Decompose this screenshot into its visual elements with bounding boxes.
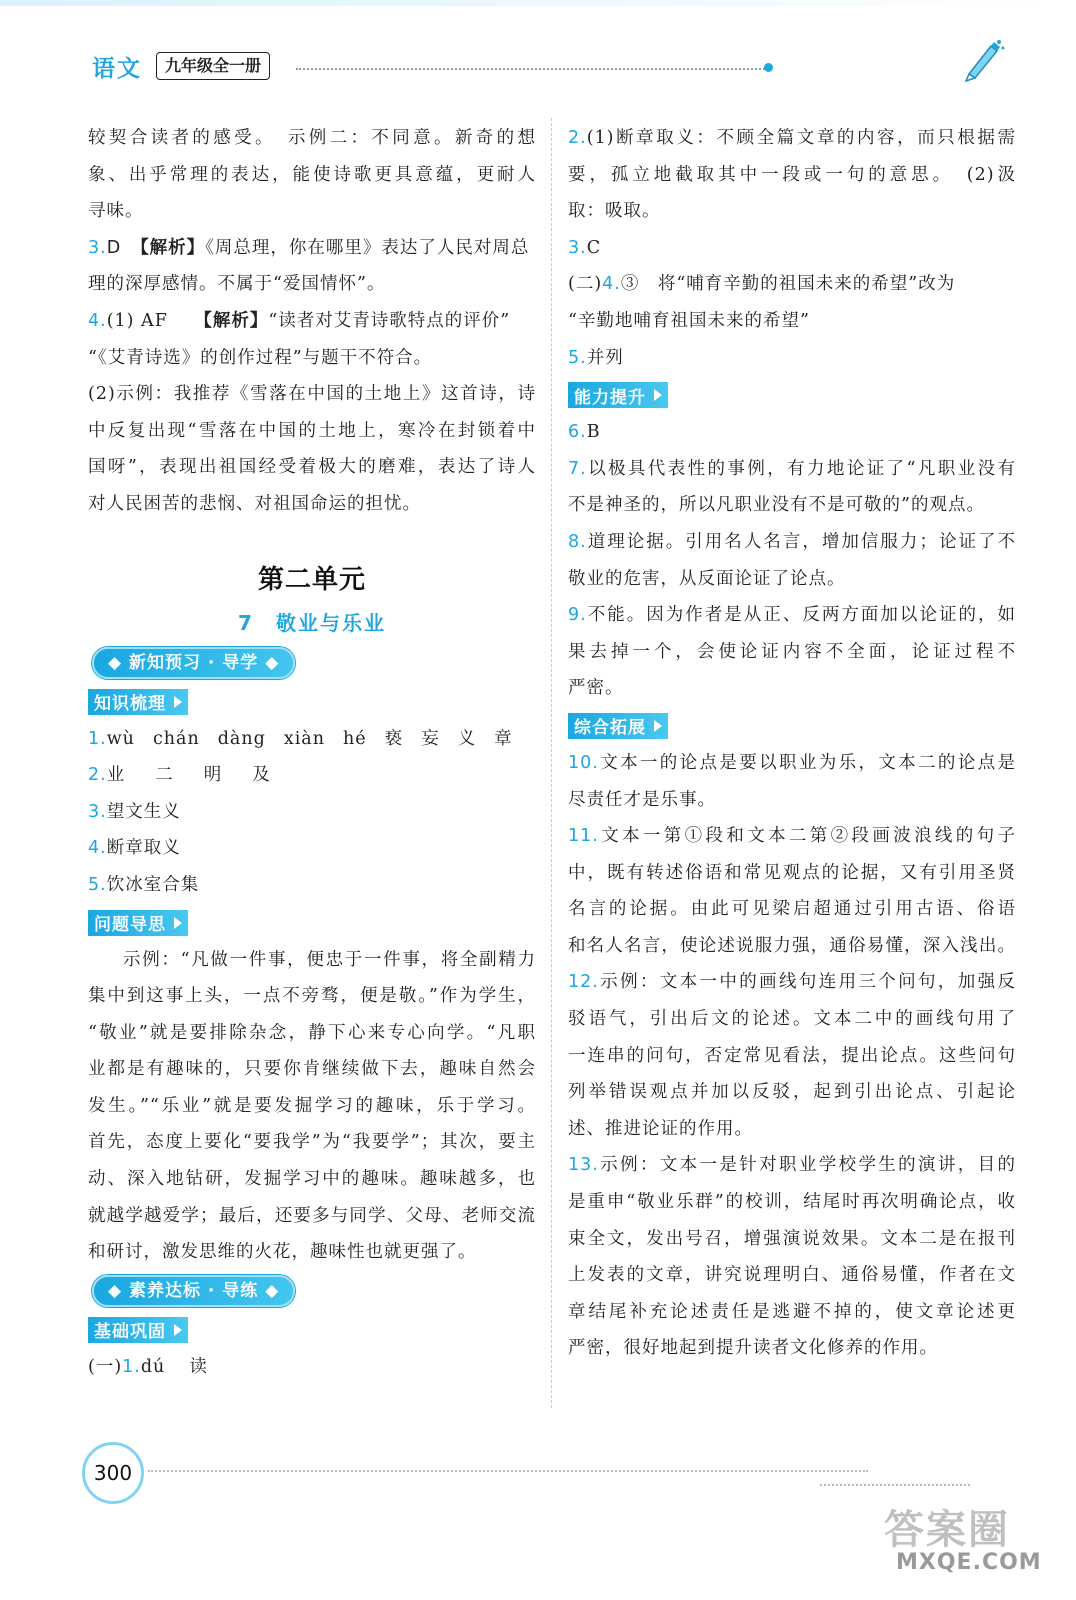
subsection-label bbox=[88, 910, 188, 936]
answer-4 bbox=[88, 303, 536, 340]
arrow-right-icon bbox=[174, 1324, 182, 1336]
answer-number: 11. bbox=[568, 826, 599, 847]
answer-r10 bbox=[568, 745, 1016, 782]
text-line: 和研讨，激发思维的火花，趣味性也就更强了。 bbox=[88, 1242, 477, 1263]
arrow-right-icon bbox=[654, 720, 662, 732]
pill-label: ◆ 新知预习 · 导学 ◆ bbox=[92, 647, 295, 679]
text-line: 对人民困苦的悲悯、对祖国命运的担忧。 bbox=[88, 493, 421, 514]
subsection-text: 基础巩固 bbox=[94, 1322, 166, 1343]
group-prefix: (一) bbox=[88, 1356, 123, 1377]
answer-number: 10. bbox=[568, 752, 599, 773]
text-line: 象、出乎常理的表达，能使诗歌更具意蕴，更耐人 bbox=[88, 164, 536, 185]
lesson-name: 敬业与乐业 bbox=[275, 610, 386, 635]
subsection-text: 能力提升 bbox=[574, 387, 646, 408]
pill-label: ◆ 素养达标 · 导练 ◆ bbox=[92, 1275, 295, 1307]
k1-item: 章 bbox=[494, 728, 513, 749]
text-line: 严密。 bbox=[568, 678, 624, 699]
answer-text: (1)断章取义：不顾全篇文章的内容，而只根据需 bbox=[586, 128, 1016, 148]
answer-number: 6. bbox=[568, 422, 587, 443]
text-line: 示例：“凡做一件事，便忠于一件事，将全副精力 bbox=[123, 949, 536, 970]
text-line: 发生。”“乐业”就是要发掘学习的趣味，乐于学习。 bbox=[88, 1095, 536, 1116]
column-divider bbox=[551, 118, 552, 1408]
k1-item: 义 bbox=[457, 728, 477, 749]
text-line: 是重申“敬业乐群”的校训，结尾时再次明确论点，收 bbox=[568, 1192, 1016, 1213]
grade-label: 九年级全一册 bbox=[156, 52, 270, 80]
answer-number: 3. bbox=[88, 237, 107, 258]
subsection-header bbox=[568, 376, 1016, 414]
answer-number: 9. bbox=[568, 605, 587, 626]
answer-text: 不能。因为作者是从正、反两方面加以论证的，如 bbox=[586, 605, 1016, 626]
header-dotted-rule bbox=[296, 68, 768, 70]
subsection-label bbox=[88, 689, 188, 715]
text-line: “辛勤地哺育祖国未来的希望” bbox=[568, 310, 810, 331]
answer-text: 饮冰室合集 bbox=[106, 874, 200, 895]
page-number-badge bbox=[70, 1438, 160, 1508]
text-line: 严密，很好地起到提升读者文化修养的作用。 bbox=[568, 1338, 938, 1359]
subsection-label bbox=[568, 713, 668, 739]
lesson-title bbox=[88, 603, 536, 643]
text-line: 敬业的危害，从反面论证了论点。 bbox=[568, 568, 846, 589]
text-line: 名言的论据。由此可见梁启超通过引用古语、俗语 bbox=[568, 899, 1016, 920]
answer-r11 bbox=[568, 818, 1016, 855]
answer-r2 bbox=[568, 120, 1016, 157]
lesson-number: 7 bbox=[238, 610, 254, 635]
answer-number: 3. bbox=[568, 237, 587, 258]
page-header bbox=[0, 0, 1076, 100]
text-line: “敬业”就是要排除杂念，静下心来专心向学。“凡职 bbox=[88, 1022, 536, 1043]
answer-r13 bbox=[568, 1147, 1016, 1184]
answer-text: 文本一第①段和文本二第②段画波浪线的句子 bbox=[598, 826, 1016, 847]
answer-text: C bbox=[586, 237, 602, 258]
answer-text: 以极具代表性的事例，有力地论证了“凡职业没有 bbox=[586, 458, 1016, 479]
answer-number: 1. bbox=[88, 728, 107, 749]
subsection-text: 知识梳理 bbox=[94, 694, 166, 715]
footer-dotted-rule bbox=[148, 1470, 868, 1472]
answer-number: 2. bbox=[568, 128, 587, 148]
text-line: 驳语气，引出后文的论述。文本二中的画线句用了 bbox=[568, 1009, 1016, 1030]
left-column bbox=[88, 120, 536, 1385]
footer-dotted-rule bbox=[820, 1484, 970, 1486]
k1-item: 亵 bbox=[384, 728, 404, 749]
text-line: 上发表的文章，讲究说理明白、通俗易懂，作者在文 bbox=[568, 1265, 1016, 1286]
watermark-logo: 答案圈 bbox=[884, 1507, 1010, 1553]
answer-number: 12. bbox=[568, 972, 599, 993]
text-line: 章结尾补充论述责任是逃避不掉的，使文章论述更 bbox=[568, 1301, 1016, 1322]
k1-item: hé bbox=[343, 728, 367, 749]
arrow-right-icon bbox=[654, 389, 662, 401]
subsection-header bbox=[88, 1311, 536, 1349]
text-line: 集中到这事上头，一点不旁骛，便是敬。”作为学生， bbox=[88, 986, 536, 1007]
text-line: 和名人名言，使论述说服力强，通俗易懂，深入浅出。 bbox=[568, 935, 1016, 956]
answer-3 bbox=[88, 230, 536, 267]
text-line: 不是神圣的，所以凡职业没有不是可敬的”的观点。 bbox=[568, 495, 985, 516]
k2-item: 明 bbox=[203, 765, 223, 786]
answer-number: 7. bbox=[568, 458, 587, 479]
answer-k3 bbox=[88, 794, 536, 831]
text-line: 束全文，发出号召，增强演说效果。文本二是在报刊 bbox=[568, 1228, 1016, 1249]
answer-text: 《周总理，你在哪里》表达了人民对周总 bbox=[205, 237, 530, 258]
analysis-tag: 【解析】 bbox=[131, 237, 206, 258]
group-prefix: (二) bbox=[568, 274, 603, 295]
answer-choice: D bbox=[106, 237, 122, 258]
answer-r12 bbox=[568, 964, 1016, 1001]
answer-number: 1. bbox=[122, 1356, 141, 1377]
subsection-label bbox=[568, 382, 668, 408]
subsection-label bbox=[88, 1317, 188, 1343]
text-line: 一连串的问句，否定常见看法，提出论点。这些问句 bbox=[568, 1045, 1016, 1066]
text-line: 列举错误观点并加以反驳，起到引出论点、引起论 bbox=[568, 1082, 1016, 1103]
k1-item: chán bbox=[152, 728, 200, 749]
right-column bbox=[568, 120, 1016, 1367]
k2-item: 二 bbox=[155, 765, 174, 786]
unit-title: 第二单元 bbox=[257, 564, 366, 595]
answer-number: 5. bbox=[568, 347, 587, 368]
subsection-text: 综合拓展 bbox=[574, 718, 646, 739]
text-line: 理的深厚感情。不属于“爱国情怀”。 bbox=[88, 274, 386, 295]
text-line: 国呀”，表现出祖国经受着极大的磨难，表达了诗人 bbox=[88, 457, 536, 478]
subject-title: 语文 bbox=[92, 56, 142, 82]
text-line: 述、推进论证的作用。 bbox=[568, 1118, 753, 1139]
subsection-text: 问题导思 bbox=[94, 915, 166, 935]
text-line: 寻味。 bbox=[88, 201, 144, 222]
text-line: 业都是有趣味的，只要你肯继续做下去，趣味自然会 bbox=[88, 1059, 536, 1080]
answer-k1 bbox=[88, 721, 536, 758]
k1-item: 妄 bbox=[421, 728, 440, 749]
answer-k4 bbox=[88, 830, 536, 867]
answer-r8 bbox=[568, 524, 1016, 561]
answer-r7 bbox=[568, 451, 1016, 488]
subsection-header bbox=[568, 707, 1016, 745]
arrow-right-icon bbox=[174, 917, 182, 929]
text-line: 要，孤立地截取其中一段或一句的意思。 (2)汲 bbox=[568, 164, 1016, 185]
answer-r5 bbox=[568, 340, 1016, 377]
page-number: 300 bbox=[93, 1461, 133, 1485]
answer-text: B bbox=[586, 422, 601, 443]
answer-text: dú bbox=[140, 1356, 166, 1377]
watermark-url: MXQE.COM bbox=[896, 1550, 1042, 1575]
answer-text: 断章取义 bbox=[106, 838, 181, 859]
answer-text: 示例：文本一是针对职业学校学生的演讲，目的 bbox=[598, 1155, 1016, 1176]
k1-item: wù bbox=[106, 728, 135, 749]
k2-item: 业 bbox=[106, 765, 126, 786]
answer-text: 并列 bbox=[586, 347, 624, 368]
answer-number: 4. bbox=[88, 838, 107, 859]
text-line: 就越学越爱学；最后，还要多与同学、父母、老师交流 bbox=[88, 1205, 536, 1226]
answer-number: 8. bbox=[568, 531, 587, 552]
answer-text: 望文生义 bbox=[106, 801, 181, 822]
answer-k5 bbox=[88, 867, 536, 904]
answer-text: 读 bbox=[189, 1356, 208, 1377]
text-line: 动、深入地钻研，发掘学习中的趣味。趣味越多，也 bbox=[88, 1169, 536, 1190]
answer-number: 3. bbox=[88, 801, 107, 822]
text-line: (2)示例：我推荐《雪落在中国的土地上》这首诗，诗 bbox=[88, 384, 536, 405]
subsection-header bbox=[88, 683, 536, 721]
answer-text: 文本一的论点是要以职业为乐，文本二的论点是 bbox=[598, 752, 1016, 773]
answer-b1 bbox=[88, 1349, 536, 1386]
arrow-right-icon bbox=[174, 696, 182, 708]
text-line: 果去掉一个，会使论证内容不全面，论证过程不 bbox=[568, 641, 1016, 662]
header-dot bbox=[764, 63, 773, 72]
text-line: 较契合读者的感受。 示例二：不同意。新奇的想 bbox=[88, 128, 536, 148]
answer-r3 bbox=[568, 230, 1016, 267]
k1-item: dàng bbox=[217, 728, 266, 749]
pen-icon bbox=[955, 34, 1005, 84]
analysis-tag: 【解析】 bbox=[194, 310, 269, 331]
k2-item: 及 bbox=[252, 765, 271, 786]
text-line: 中反复出现“雪落在中国的土地上，寒冷在封锁着中 bbox=[88, 420, 536, 441]
answer-r4 bbox=[568, 266, 1016, 303]
answer-r9 bbox=[568, 597, 1016, 634]
answer-r6 bbox=[568, 414, 1016, 451]
answer-text: 示例：文本一中的画线句连用三个问句，加强反 bbox=[598, 972, 1016, 993]
section-banner bbox=[92, 643, 536, 683]
answer-number: 4. bbox=[602, 274, 621, 295]
text-line: 取：吸取。 bbox=[568, 201, 661, 222]
section-banner bbox=[92, 1271, 536, 1311]
answer-number: 4. bbox=[88, 310, 107, 331]
text-line: 尽责任才是乐事。 bbox=[568, 789, 716, 810]
answer-number: 13. bbox=[568, 1155, 599, 1176]
subsection-header bbox=[88, 904, 536, 942]
text-line: “《艾青诗选》的创作过程”与题干不符合。 bbox=[88, 347, 433, 368]
answer-number: 5. bbox=[88, 874, 107, 895]
answer-choice: (1) AF bbox=[106, 310, 187, 331]
answer-text: ③ 将“哺育辛勤的祖国未来的希望”改为 bbox=[620, 274, 956, 295]
k1-item: xiàn bbox=[283, 728, 326, 749]
answer-k2 bbox=[88, 757, 536, 794]
answer-text: “读者对艾青诗歌特点的评价” bbox=[268, 310, 511, 331]
answer-number: 2. bbox=[88, 765, 107, 786]
answer-text: 道理论据。引用名人名言，增加信服力；论证了不 bbox=[586, 531, 1016, 552]
text-line: 中，既有转述俗语和常见观点的论据，又有引用圣贤 bbox=[568, 862, 1016, 883]
text-line: 首先，态度上要化“要我学”为“我要学”；其次，要主 bbox=[88, 1132, 536, 1153]
